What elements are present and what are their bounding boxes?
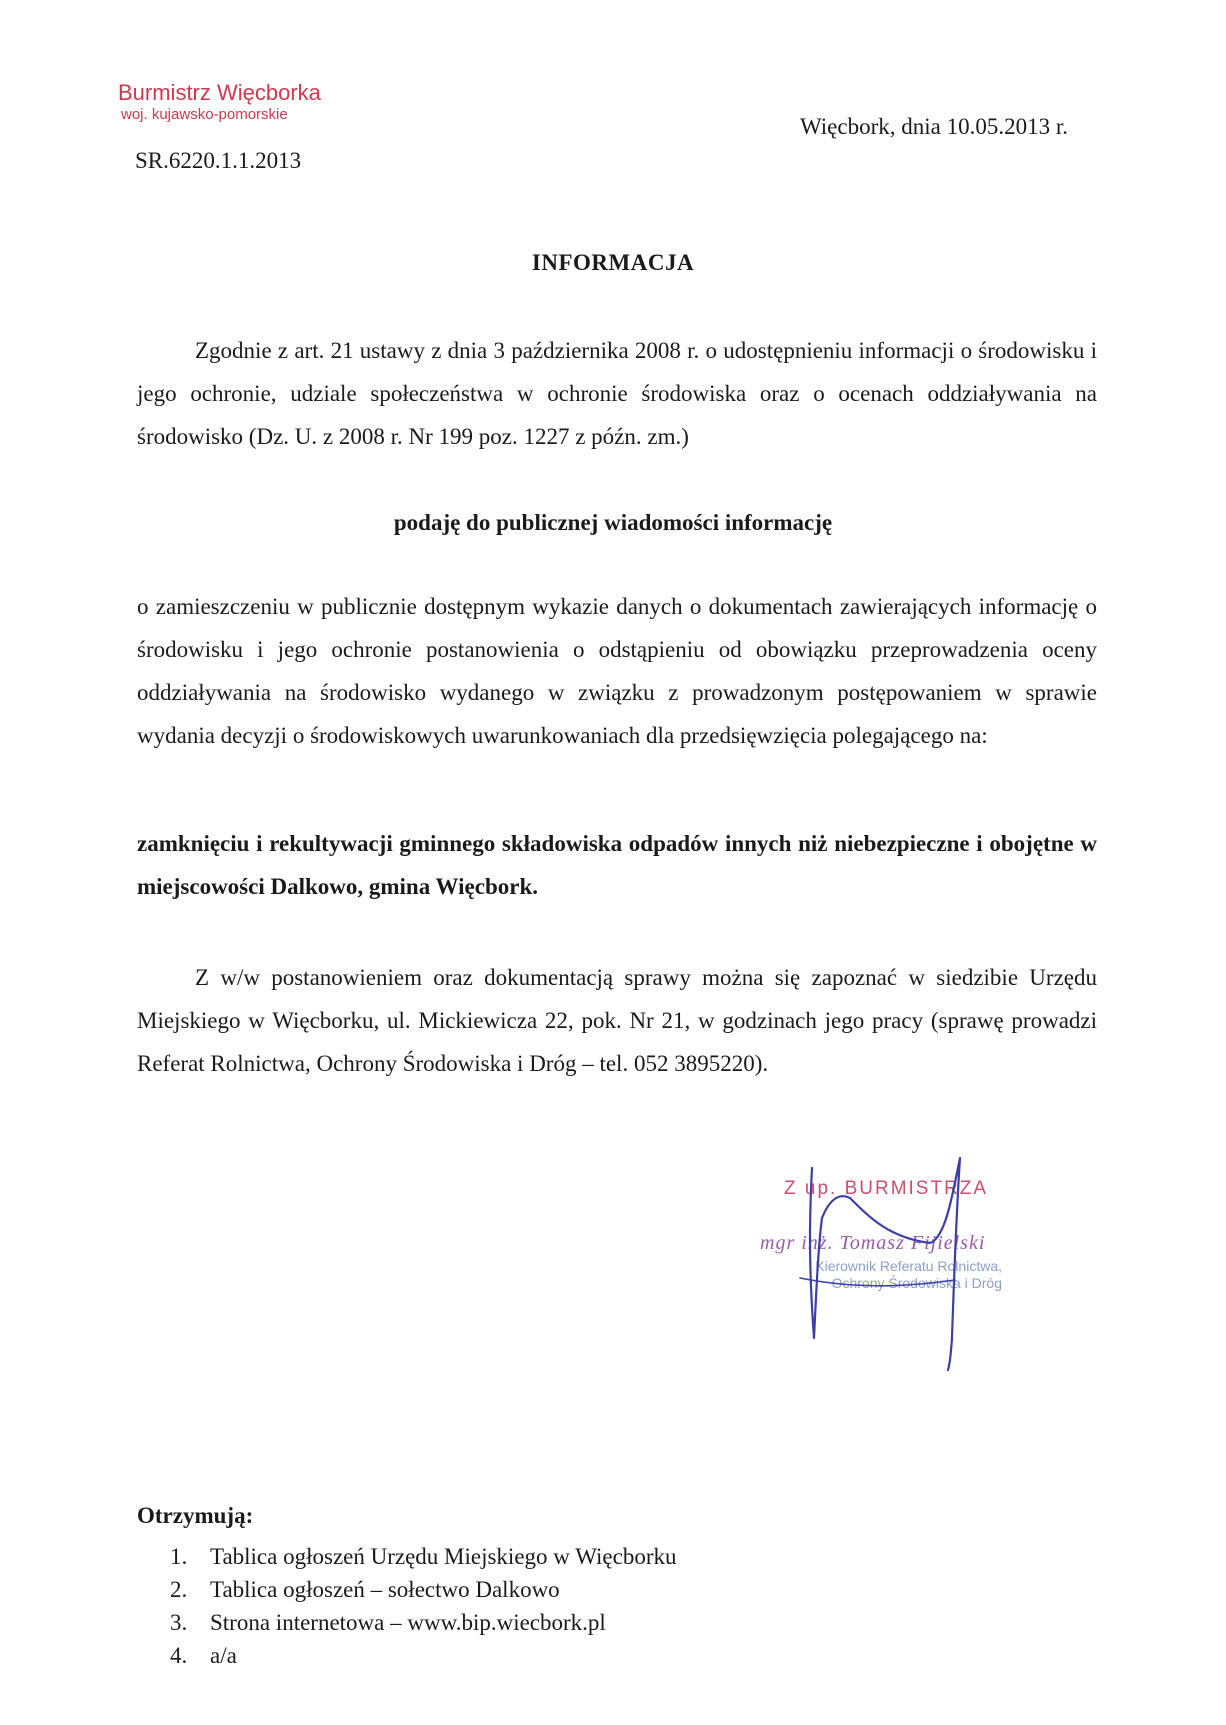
announcement-heading: podaję do publicznej wiadomości informację xyxy=(393,510,833,535)
list-item xyxy=(170,1540,676,1573)
decision-paragraph: o zamieszczeniu w publicznie dostępnym wykazie danych o dokumentach zawierających informację o środowisku i jego ochronie postanowienia o odstąpieniu od obowiązku przeprowadzenia oceny oddziaływania na środowisko wydanego w związku z prowadzonym postępowaniem w sprawie wydania decyzji o środowiskowych uwarunkowaniach dla przedsięwzięcia polegającego na: xyxy=(137,594,1097,748)
reference-number: SR.6220.1.1.2013 xyxy=(135,148,302,173)
stamp-official-name: mgr inż. Tomasz Fijielski xyxy=(760,1232,986,1254)
list-item-text: Strona internetowa – www.bip.wiecbork.pl xyxy=(210,1610,606,1635)
handwritten-signature xyxy=(760,1138,1060,1378)
list-item-text: a/a xyxy=(210,1643,237,1668)
official-stamp xyxy=(760,1138,1060,1378)
stamp-authority: Z up. BURMISTRZA xyxy=(784,1178,989,1199)
legal-basis-paragraph: Zgodnie z art. 21 ustawy z dnia 3 października 2008 r. o udostępnieniu informacji o środowisku i jego ochronie, udziale społeczeństwa w ochronie środowiska oraz o ocenach oddziaływania na środowisko (Dz. U. z 2008 r. Nr 199 poz. 1227 z późn. zm.) xyxy=(137,338,1097,449)
document-title: INFORMACJA xyxy=(531,250,695,275)
issuer-header xyxy=(118,80,321,124)
list-item-number: 1. xyxy=(170,1544,188,1569)
list-item xyxy=(170,1639,676,1672)
issuer-name: Burmistrz Więcborka xyxy=(118,80,321,105)
list-item-number: 3. xyxy=(170,1610,188,1635)
stamp-position-line1: Kierownik Referatu Rolnictwa, xyxy=(815,1258,1002,1274)
list-item-text: Tablica ogłoszeń – sołectwo Dalkowo xyxy=(210,1577,560,1602)
place-and-date: Więcbork, dnia 10.05.2013 r. xyxy=(800,114,1068,139)
list-item-number: 2. xyxy=(170,1577,188,1602)
list-item xyxy=(170,1606,676,1639)
project-subject: zamknięciu i rekultywacji gminnego składowiska odpadów innych niż niebezpieczne i obojętne w miejscowości Dalkowo, gmina Więcbork. xyxy=(137,831,1097,899)
list-item-number: 4. xyxy=(170,1643,188,1668)
recipients-list xyxy=(170,1540,676,1672)
recipients-heading: Otrzymują: xyxy=(137,1503,254,1528)
issuer-region: woj. kujawsko-pomorskie xyxy=(121,106,288,123)
contact-paragraph: Z w/w postanowieniem oraz dokumentacją sprawy można się zapoznać w siedzibie Urzędu Miejskiego w Więcborku, ul. Mickiewicza 22, pok. Nr 21, w godzinach jego pracy (sprawę prowadzi Referat Rolnictwa, Ochrony Środowiska i Dróg – tel. 052 3895220). xyxy=(137,965,1097,1076)
list-item xyxy=(170,1573,676,1606)
stamp-position-line2: Ochrony Środowiska i Dróg xyxy=(831,1275,1002,1291)
list-item-text: Tablica ogłoszeń Urzędu Miejskiego w Więcborku xyxy=(210,1544,677,1569)
